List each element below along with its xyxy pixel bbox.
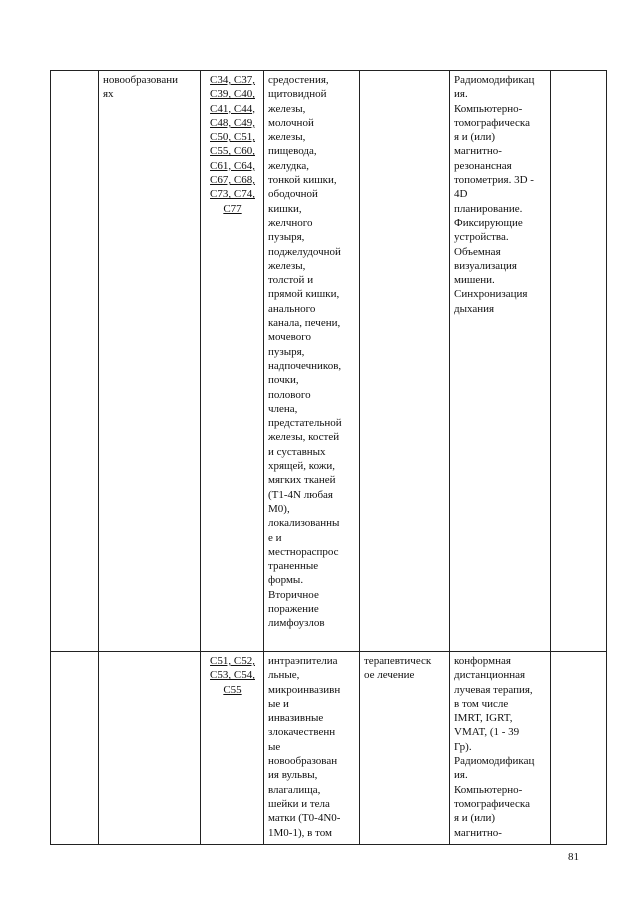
medical-care-table [50, 70, 607, 845]
icd-codes-cell [201, 71, 264, 652]
row-number-cell [51, 652, 99, 845]
treatment-method-cell: конформная дистанционная лучевая терапия, в том числе IMRT, IGRT, VMAT, (1 - 39 Гр). Радиомодификац ия. Компьютерно- томографическа я и (или) магнитно- [450, 652, 551, 845]
disease-group-cell: новообразовани ях [99, 71, 201, 652]
patient-model-cell: интраэпителиа льные, микроинвазивн ые и инвазивные злокачественн ые новообразован ия вульвы, влагалища, шейки и тела матки (T0-4N0- 1M0-1), в том [264, 652, 360, 845]
treatment-method-cell: Радиомодификац ия. Компьютерно- томографическа я и (или) магнитно- резонансная топометрия. 3D - 4D планирование. Фиксирующие устройства. Объемная визуализация мишени. Синхронизация дыхания [450, 71, 551, 652]
disease-group-cell [99, 652, 201, 845]
treatment-type-cell: терапевтическ ое лечение [360, 652, 450, 845]
patient-model-cell: средостения, щитовидной железы, молочной железы, пищевода, желудка, тонкой кишки, ободочной кишки, желчного пузыря, поджелудочной железы, толстой и прямой кишки, анального канала, печени, мочевого пузыря, надпочечников, почки, полового члена, предстательной железы, костей и суставных хрящей, кожи, мягких тканей (T1-4N любая M0), локализованны е и местнораспрос траненные формы. Вторичное поражение лимфоузлов [264, 71, 360, 652]
cost-cell [551, 652, 607, 845]
table-row [51, 652, 607, 845]
cost-cell [551, 71, 607, 652]
table-row [51, 71, 607, 652]
icd-code-links[interactable]: C51, C52, C53, C54, C55 [210, 655, 255, 696]
icd-codes-cell [201, 652, 264, 845]
icd-code-links[interactable]: C34, C37, C39, C40, C41, C44, C48, C49, C50, C51, C55, C60, C61, C64, C67, C68, C73, C74, C77 [210, 74, 255, 215]
treatment-type-cell [360, 71, 450, 652]
page-number: 81 [568, 851, 579, 863]
row-number-cell [51, 71, 99, 652]
